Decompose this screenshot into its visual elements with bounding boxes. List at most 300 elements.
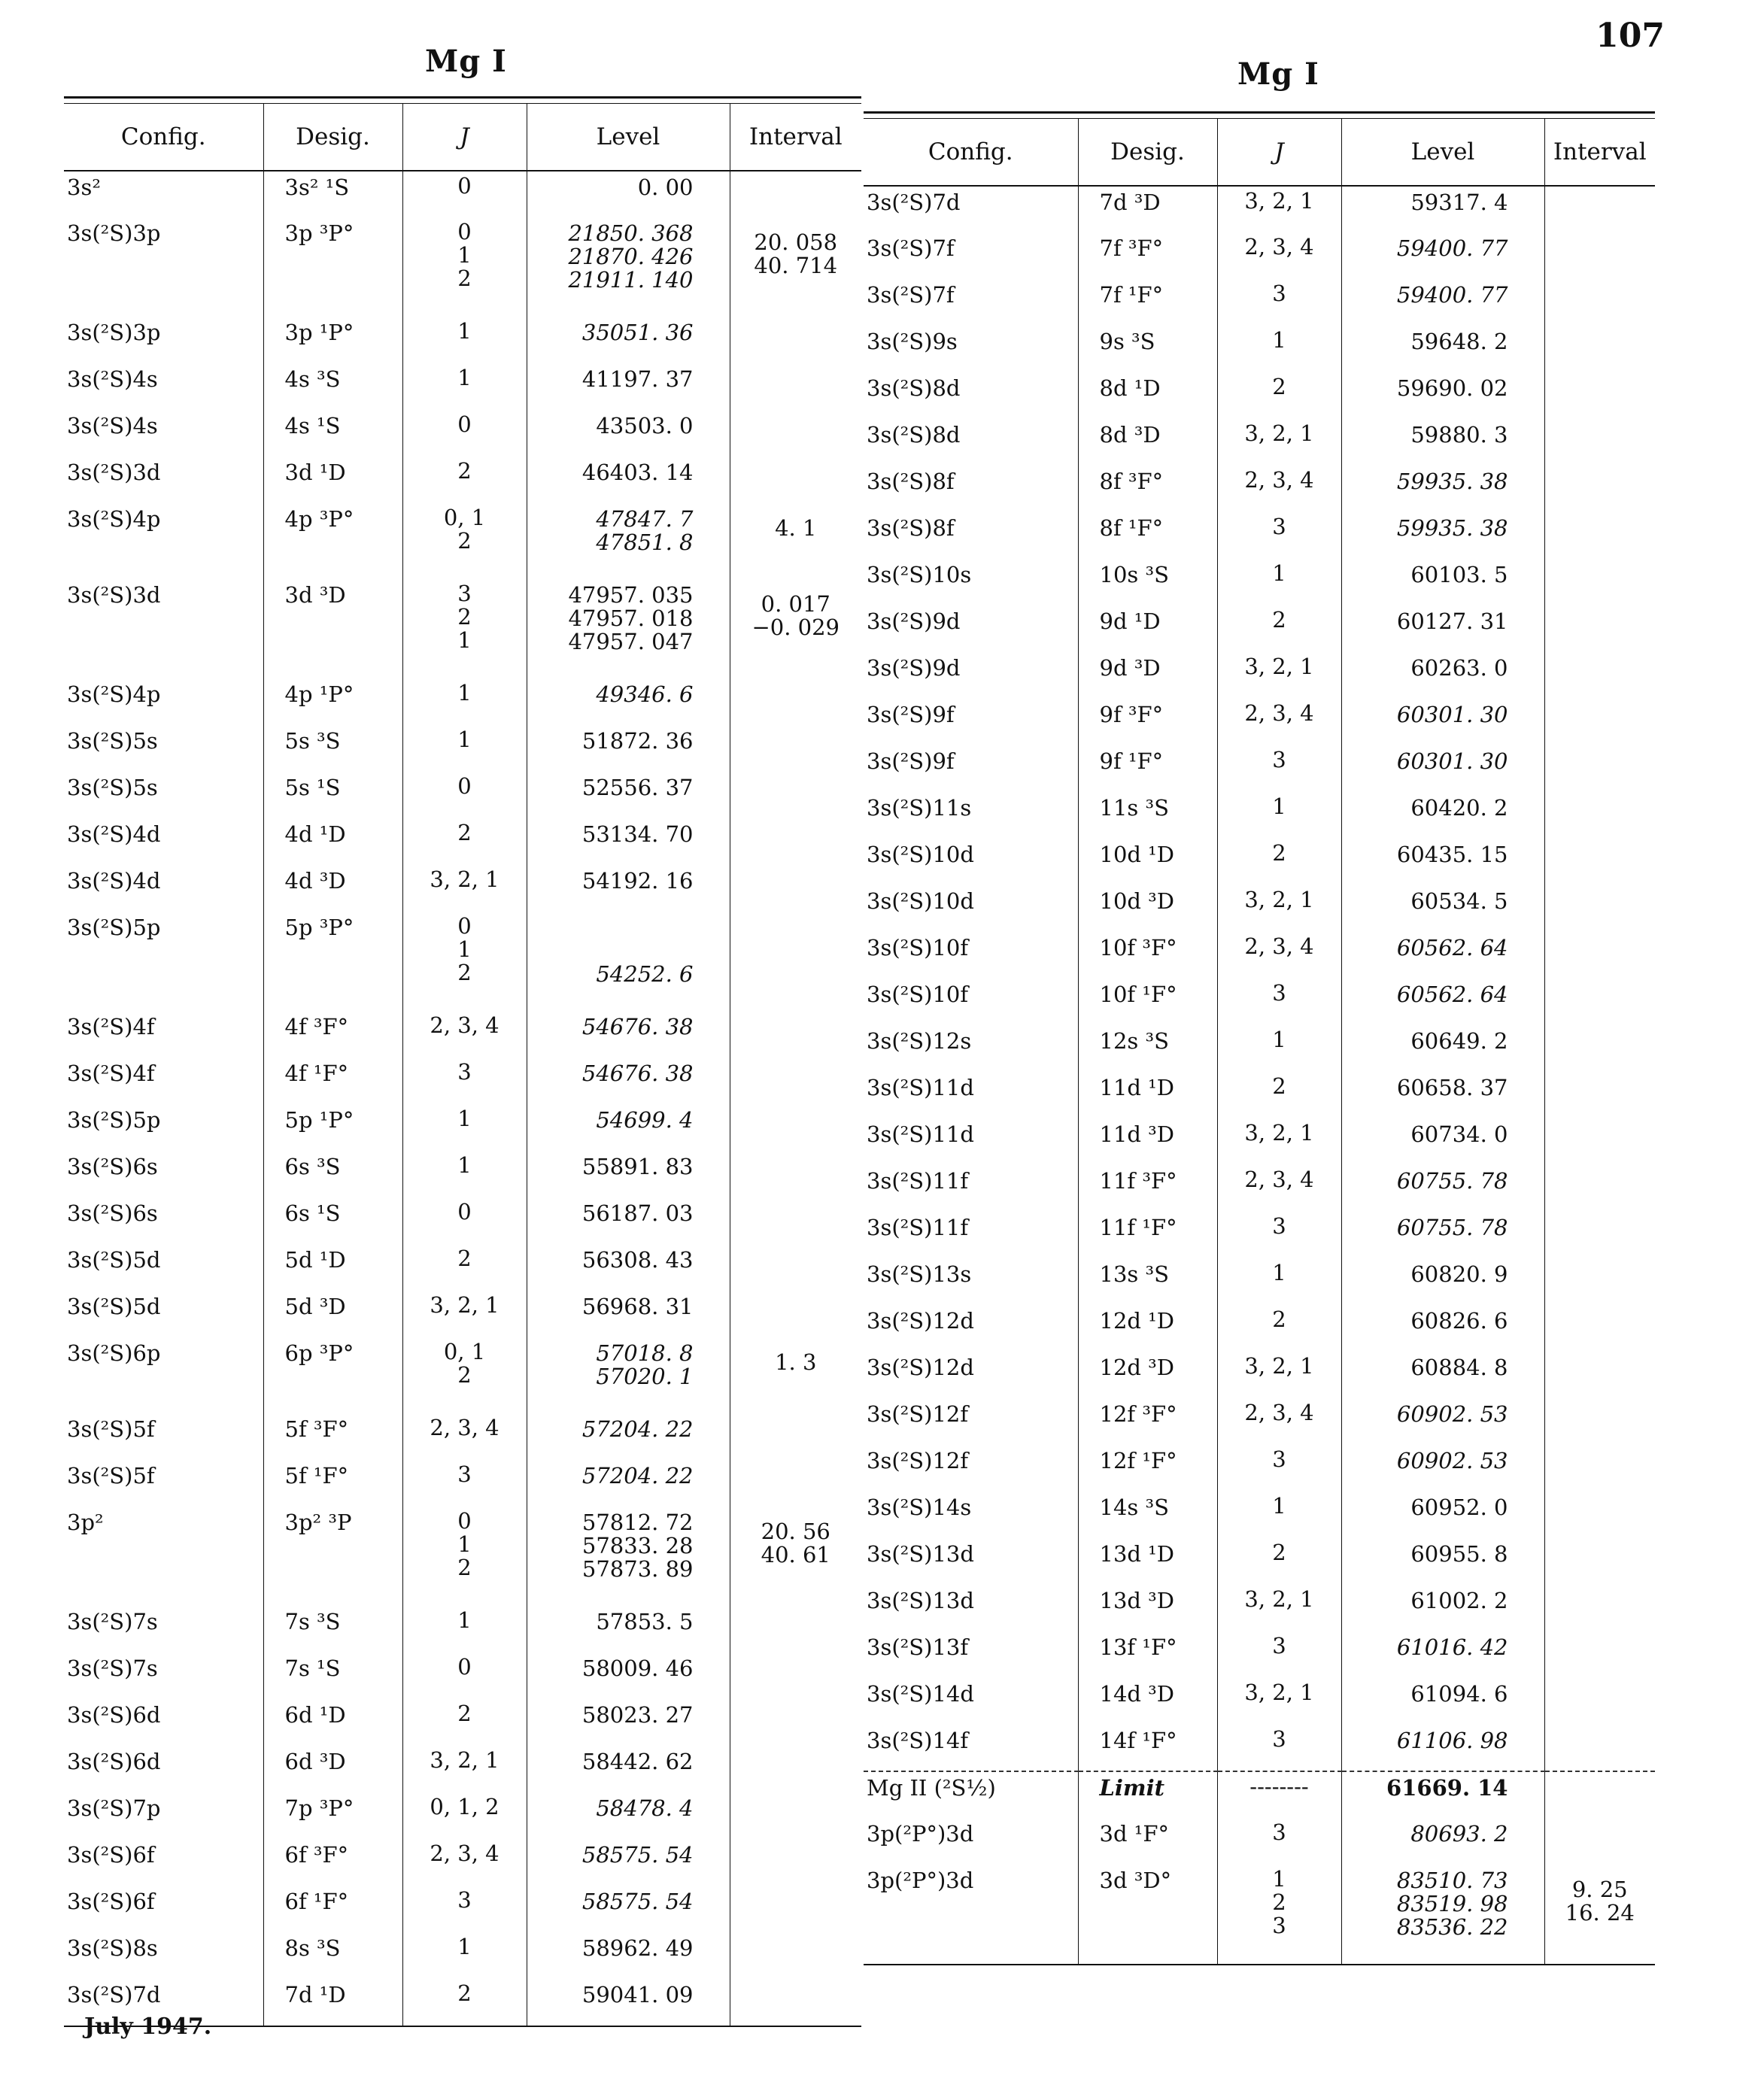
level-cell [1341,512,1544,559]
j-cell-line: 3, 2, 1 [430,1747,499,1773]
level-cell [1341,792,1544,839]
j-cell [402,1460,527,1507]
interval-cell [1544,1865,1655,1964]
level-cell-line: 60127. 31 [1396,608,1508,634]
config-cell: 3s(²S)7d [67,1982,161,2007]
level-cell [527,410,730,457]
j-cell-line: 0 [457,219,472,244]
table-row [864,1725,1655,1771]
config-cell: 3s(²S)5f [67,1463,155,1489]
level-cell-line: 57853. 5 [596,1609,694,1634]
j-cell-line: 2, 3, 4 [430,1012,499,1038]
level-cell-line: 61002. 2 [1410,1588,1508,1613]
level-cell [527,503,730,579]
interval-cell [730,1197,861,1244]
table-row [864,652,1655,699]
table-row [864,1771,1655,1818]
level-cell [527,1979,730,2026]
desig-cell: 6p ³P° [263,1337,402,1413]
desig-cell: 3p ¹P° [263,317,402,363]
config-cell: 3s(²S)11s [867,795,972,821]
level-cell-line: 60755. 78 [1396,1168,1508,1194]
interval-cell [730,1337,861,1413]
level-cell-line: 83536. 22 [1396,1914,1508,1940]
j-cell-line: 1 [1272,1027,1286,1052]
level-cell-line: 54699. 4 [596,1107,694,1133]
j-cell [402,363,527,410]
level-cell-line: 58962. 49 [581,1935,694,1961]
j-cell-line: 2, 3, 4 [1244,467,1314,493]
desig-cell: 9f ¹F° [1078,745,1217,792]
level-cell-line: 58575. 54 [581,1842,694,1868]
j-cell-line: 0 [457,773,472,799]
j-cell [402,1699,527,1746]
level-cell-line: 57812. 72 [581,1510,694,1535]
config-cell: 3s(²S)14d [867,1681,974,1707]
j-cell-line: 1 [1272,1493,1286,1519]
level-cell [527,1337,730,1413]
desig-cell: 6d ³D [263,1746,402,1792]
config-cell: 3s(²S)10d [867,888,974,914]
config-cell: 3s(²S)4f [67,1061,155,1086]
config-cell: 3s(²S)6p [67,1340,161,1366]
j-cell-line: 3 [1272,514,1286,539]
level-cell-line [527,939,694,963]
level-cell [527,317,730,363]
table-row [864,1865,1655,1964]
level-cell-line: 54252. 6 [596,961,694,987]
col-config-header: Config. [864,119,1078,186]
j-cell [402,1886,527,1932]
level-cell-line: 57020. 1 [596,1364,694,1389]
interval-cell [1544,1445,1655,1492]
j-cell-line: 1 [457,680,472,706]
j-cell [1217,1538,1341,1585]
interval-cell [730,1460,861,1507]
j-cell-line: 3 [457,1059,472,1085]
level-cell [1341,1305,1544,1352]
level-cell-line: 59400. 77 [1396,282,1508,308]
level-cell-line: 83510. 73 [1396,1868,1508,1893]
desig-cell: 4d ³D [263,865,402,912]
j-cell-line: 3, 2, 1 [1244,188,1314,214]
desig-cell: 5f ¹F° [263,1460,402,1507]
left-header-row [64,104,861,171]
interval-cell-line: 4. 1 [775,515,817,541]
level-cell [527,1507,730,1606]
left-levels-table [64,104,861,2026]
desig-cell: 13s ³S [1078,1258,1217,1305]
table-row [64,457,861,503]
desig-cell: 7s ³S [263,1606,402,1652]
config-cell: 3s(²S)9d [867,655,961,681]
level-cell-line: 21850. 368 [568,220,694,246]
table-row [864,1165,1655,1212]
desig-cell: 11d ³D [1078,1118,1217,1165]
desig-cell: 12s ³S [1078,1025,1217,1072]
level-cell-line: 60952. 0 [1410,1495,1508,1520]
level-cell-line: 60534. 5 [1410,888,1508,914]
level-cell [527,171,730,217]
level-cell-line: 59041. 09 [581,1982,694,2007]
j-cell [1217,1258,1341,1305]
level-cell [1341,186,1544,232]
j-cell [402,579,527,678]
level-cell-line: 60884. 8 [1410,1355,1508,1380]
j-cell [402,1291,527,1337]
level-cell-line: 83519. 98 [1396,1891,1508,1916]
config-cell: 3s(²S)3d [67,460,161,485]
j-cell-line: 1 [457,365,472,390]
interval-cell [1544,745,1655,792]
table-row [864,1072,1655,1118]
interval-cell [1544,1492,1655,1538]
j-cell [1217,1352,1341,1398]
level-cell [527,363,730,410]
desig-cell: 14f ¹F° [1078,1725,1217,1771]
config-cell: 3s(²S)6d [67,1702,161,1728]
j-cell [1217,699,1341,745]
j-cell-line: 3 [457,581,472,606]
level-cell [527,1699,730,1746]
level-cell-line: 52556. 37 [581,775,694,800]
table-row [864,1538,1655,1585]
level-cell-line: 49346. 6 [596,681,694,707]
interval-cell-line: 20. 058 [754,229,838,255]
table-row [864,419,1655,466]
level-cell-line: 80693. 2 [1410,1821,1508,1847]
interval-cell [1544,1585,1655,1631]
j-cell-line: 1 [457,242,472,268]
interval-cell [1544,326,1655,372]
interval-cell [1544,1398,1655,1445]
config-cell: 3s(²S)12d [867,1308,974,1334]
col-desig-header: Desig. [263,104,402,171]
j-cell [1217,1492,1341,1538]
table-row [64,1244,861,1291]
level-cell [1341,605,1544,652]
level-cell-line: 54676. 38 [581,1014,694,1039]
interval-cell [730,1151,861,1197]
j-cell [402,865,527,912]
j-cell [402,1058,527,1104]
level-cell [1341,1492,1544,1538]
interval-cell [1544,1818,1655,1865]
j-cell [1217,1398,1341,1445]
config-cell: 3s(²S)7s [67,1609,158,1634]
level-cell-line: 35051. 36 [581,320,694,345]
j-cell-line: 1 [1272,1866,1286,1892]
interval-cell-line: 0. 017 [761,591,830,617]
j-cell-line: 3 [1272,747,1286,772]
config-cell: 3s(²S)3p [67,320,161,345]
j-cell-line: 0, 1, 2 [430,1794,499,1819]
level-cell-line: 60301. 30 [1396,702,1508,727]
interval-cell [1544,232,1655,279]
table-row [64,1460,861,1507]
j-cell [1217,605,1341,652]
level-cell [1341,419,1544,466]
config-cell: 3p(²P°)3d [867,1821,974,1847]
level-cell-line: 54676. 38 [581,1061,694,1086]
interval-cell [1544,652,1655,699]
interval-cell [1544,1631,1655,1678]
level-cell [1341,559,1544,605]
interval-cell [730,503,861,579]
j-cell-line: -------- [1249,1774,1309,1799]
j-cell [402,1839,527,1886]
level-cell-line: 60755. 78 [1396,1215,1508,1240]
table-row [864,326,1655,372]
config-cell: 3s(²S)10f [867,935,969,960]
j-cell [402,912,527,1011]
desig-cell: 13f ¹F° [1078,1631,1217,1678]
j-cell [402,457,527,503]
level-cell-line: 61106. 98 [1396,1728,1508,1753]
j-cell-line: 2 [1272,1540,1286,1565]
desig-cell: 3d ³D [263,579,402,678]
table-row [864,745,1655,792]
level-cell-line: 58442. 62 [581,1749,694,1774]
j-cell [1217,1678,1341,1725]
interval-cell [730,818,861,865]
table-row [864,605,1655,652]
level-cell-line: 60649. 2 [1410,1028,1508,1054]
j-cell-line: 2, 3, 4 [1244,1167,1314,1192]
desig-cell: 5s ³S [263,725,402,772]
right-title: Mg I [1237,56,1319,92]
j-cell-line: 2 [457,820,472,845]
desig-cell: 9s ³S [1078,326,1217,372]
table-row [64,1932,861,1979]
level-cell-line: 59317. 4 [1410,190,1508,215]
j-cell-line: 3, 2, 1 [1244,1120,1314,1146]
level-cell-line: 61669. 14 [1386,1775,1508,1801]
table-row [64,1058,861,1104]
desig-cell: 11s ³S [1078,792,1217,839]
interval-cell-line: 9. 25 [1571,1877,1628,1902]
level-cell-line: 51872. 36 [581,728,694,754]
config-cell: 3s(²S)5s [67,728,158,754]
level-cell-line: 59935. 38 [1396,469,1508,494]
level-cell-line: 55891. 83 [581,1154,694,1179]
config-cell: 3s(²S)4d [67,868,161,894]
interval-cell [730,1104,861,1151]
interval-cell [1544,372,1655,419]
j-cell [1217,1818,1341,1865]
config-cell: 3s(²S)14f [867,1728,969,1753]
level-cell-line: 58009. 46 [581,1655,694,1681]
level-cell-line: 43503. 0 [596,413,694,439]
desig-cell: 6d ¹D [263,1699,402,1746]
interval-cell [730,1606,861,1652]
j-cell-line: 3 [457,1887,472,1913]
level-cell [1341,1538,1544,1585]
config-cell: 3s(²S)8f [867,515,955,541]
interval-cell-line: 16. 24 [1565,1900,1635,1926]
j-cell-line: 3 [1272,1819,1286,1845]
desig-cell: 7d ¹D [263,1979,402,2026]
table-row [864,372,1655,419]
left-title: Mg I [425,44,507,79]
level-cell [527,818,730,865]
interval-cell [1544,1165,1655,1212]
config-cell: 3s(²S)5p [67,1107,161,1133]
table-row [864,932,1655,979]
level-cell-line: 57873. 89 [581,1556,694,1582]
interval-cell-line: 1. 3 [775,1349,817,1375]
interval-cell-line: 40. 61 [761,1542,830,1567]
config-cell: 3s(²S)4s [67,366,158,392]
level-cell [1341,932,1544,979]
j-cell [1217,1585,1341,1631]
level-cell [1341,1725,1544,1771]
j-cell [402,725,527,772]
config-cell: 3s(²S)12d [867,1355,974,1380]
interval-cell [730,1507,861,1606]
interval-cell [1544,1258,1655,1305]
config-cell: 3s(²S)5p [67,915,161,940]
footer-date: July 1947. [84,2014,212,2040]
config-cell: 3s(²S)9s [867,329,958,354]
j-cell-line: 0, 1 [443,505,486,530]
j-cell [402,1979,527,2026]
j-cell-line: 2, 3, 4 [430,1841,499,1866]
level-cell [1341,372,1544,419]
level-cell [527,579,730,678]
desig-cell: 12f ¹F° [1078,1445,1217,1492]
j-cell [402,410,527,457]
desig-cell: 9d ³D [1078,652,1217,699]
desig-cell: 3d ³D° [1078,1865,1217,1964]
j-cell-line: 2 [1272,1889,1286,1915]
level-cell-line: 60301. 30 [1396,748,1508,774]
table-row [64,678,861,725]
desig-cell: 5p ¹P° [263,1104,402,1151]
j-cell-line: 2 [1272,1306,1286,1332]
interval-cell [1544,885,1655,932]
level-cell [1341,1165,1544,1212]
interval-cell [730,1011,861,1058]
desig-cell: 4f ¹F° [263,1058,402,1104]
level-cell [1341,1118,1544,1165]
level-cell [527,217,730,317]
table-row [864,279,1655,326]
interval-cell [1544,1025,1655,1072]
level-cell [1341,1398,1544,1445]
config-cell: 3s(²S)9f [867,702,955,727]
config-cell: 3s(²S)11f [867,1168,969,1194]
j-cell-line: 2 [457,266,472,291]
j-cell [402,1746,527,1792]
desig-cell: 5s ¹S [263,772,402,818]
table-row [864,699,1655,745]
interval-cell [1544,1305,1655,1352]
config-cell: 3s(²S)3p [67,220,161,246]
j-cell [402,1507,527,1606]
level-cell-line: 21870. 426 [568,244,694,269]
desig-cell: 7f ³F° [1078,232,1217,279]
j-cell-line: 2 [457,1246,472,1271]
interval-cell [730,317,861,363]
right-header-row [864,119,1655,186]
level-cell-line: 60658. 37 [1396,1075,1508,1100]
config-cell: 3s(²S)10d [867,842,974,867]
j-cell-line: 3 [1272,1913,1286,1938]
j-cell [402,171,527,217]
level-cell-line: 59400. 77 [1396,235,1508,261]
j-cell-line: 1 [457,1607,472,1633]
level-cell [1341,1258,1544,1305]
interval-cell [730,1652,861,1699]
level-cell-line: 60103. 5 [1410,562,1508,587]
desig-cell: 4s ¹S [263,410,402,457]
desig-cell: 10d ³D [1078,885,1217,932]
config-cell: 3s(²S)13f [867,1634,969,1660]
interval-cell [1544,186,1655,232]
j-cell-line: 3 [1272,1446,1286,1472]
j-cell-line: 3 [1272,1726,1286,1752]
level-cell-line: 58478. 4 [596,1795,694,1821]
config-cell: 3s(²S)6f [67,1842,155,1868]
table-row [64,772,861,818]
desig-cell: 9d ¹D [1078,605,1217,652]
config-cell: 3s(²S)10s [867,562,972,587]
interval-cell [730,1058,861,1104]
j-cell-line: 3 [1272,1633,1286,1658]
level-cell [1341,979,1544,1025]
table-row [864,885,1655,932]
level-cell [527,1792,730,1839]
table-row [864,1678,1655,1725]
interval-cell [1544,605,1655,652]
table-row [64,1746,861,1792]
interval-cell [1544,932,1655,979]
j-cell-line: 1 [1272,560,1286,586]
config-cell: 3s(²S)7s [67,1655,158,1681]
interval-cell [730,217,861,317]
j-cell [1217,932,1341,979]
level-cell-line: 56968. 31 [581,1294,694,1319]
level-cell-line: 56187. 03 [581,1200,694,1226]
table-row [864,979,1655,1025]
j-cell-line: 2 [1272,607,1286,633]
desig-cell: 13d ³D [1078,1585,1217,1631]
left-top-rule [64,96,861,104]
level-cell-line: 59935. 38 [1396,515,1508,541]
desig-cell: 10d ¹D [1078,839,1217,885]
interval-cell [730,912,861,1011]
interval-cell [1544,839,1655,885]
level-cell-line: 41197. 37 [581,366,694,392]
j-cell-line: 1 [457,727,472,752]
j-cell [1217,186,1341,232]
interval-cell [730,579,861,678]
j-cell [402,1151,527,1197]
level-cell-line: 60826. 6 [1410,1308,1508,1334]
level-cell [527,1932,730,1979]
table-row [864,1305,1655,1352]
level-cell-line: 61094. 6 [1410,1681,1508,1707]
config-cell: 3s(²S)7d [867,190,961,215]
j-cell [402,503,527,579]
desig-cell: 14d ³D [1078,1678,1217,1725]
interval-cell [1544,1118,1655,1165]
config-cell: 3s(²S)4d [67,821,161,847]
level-cell-line: 61016. 42 [1396,1634,1508,1660]
j-cell-line: 1 [457,318,472,344]
level-cell-line: 53134. 70 [581,821,694,847]
